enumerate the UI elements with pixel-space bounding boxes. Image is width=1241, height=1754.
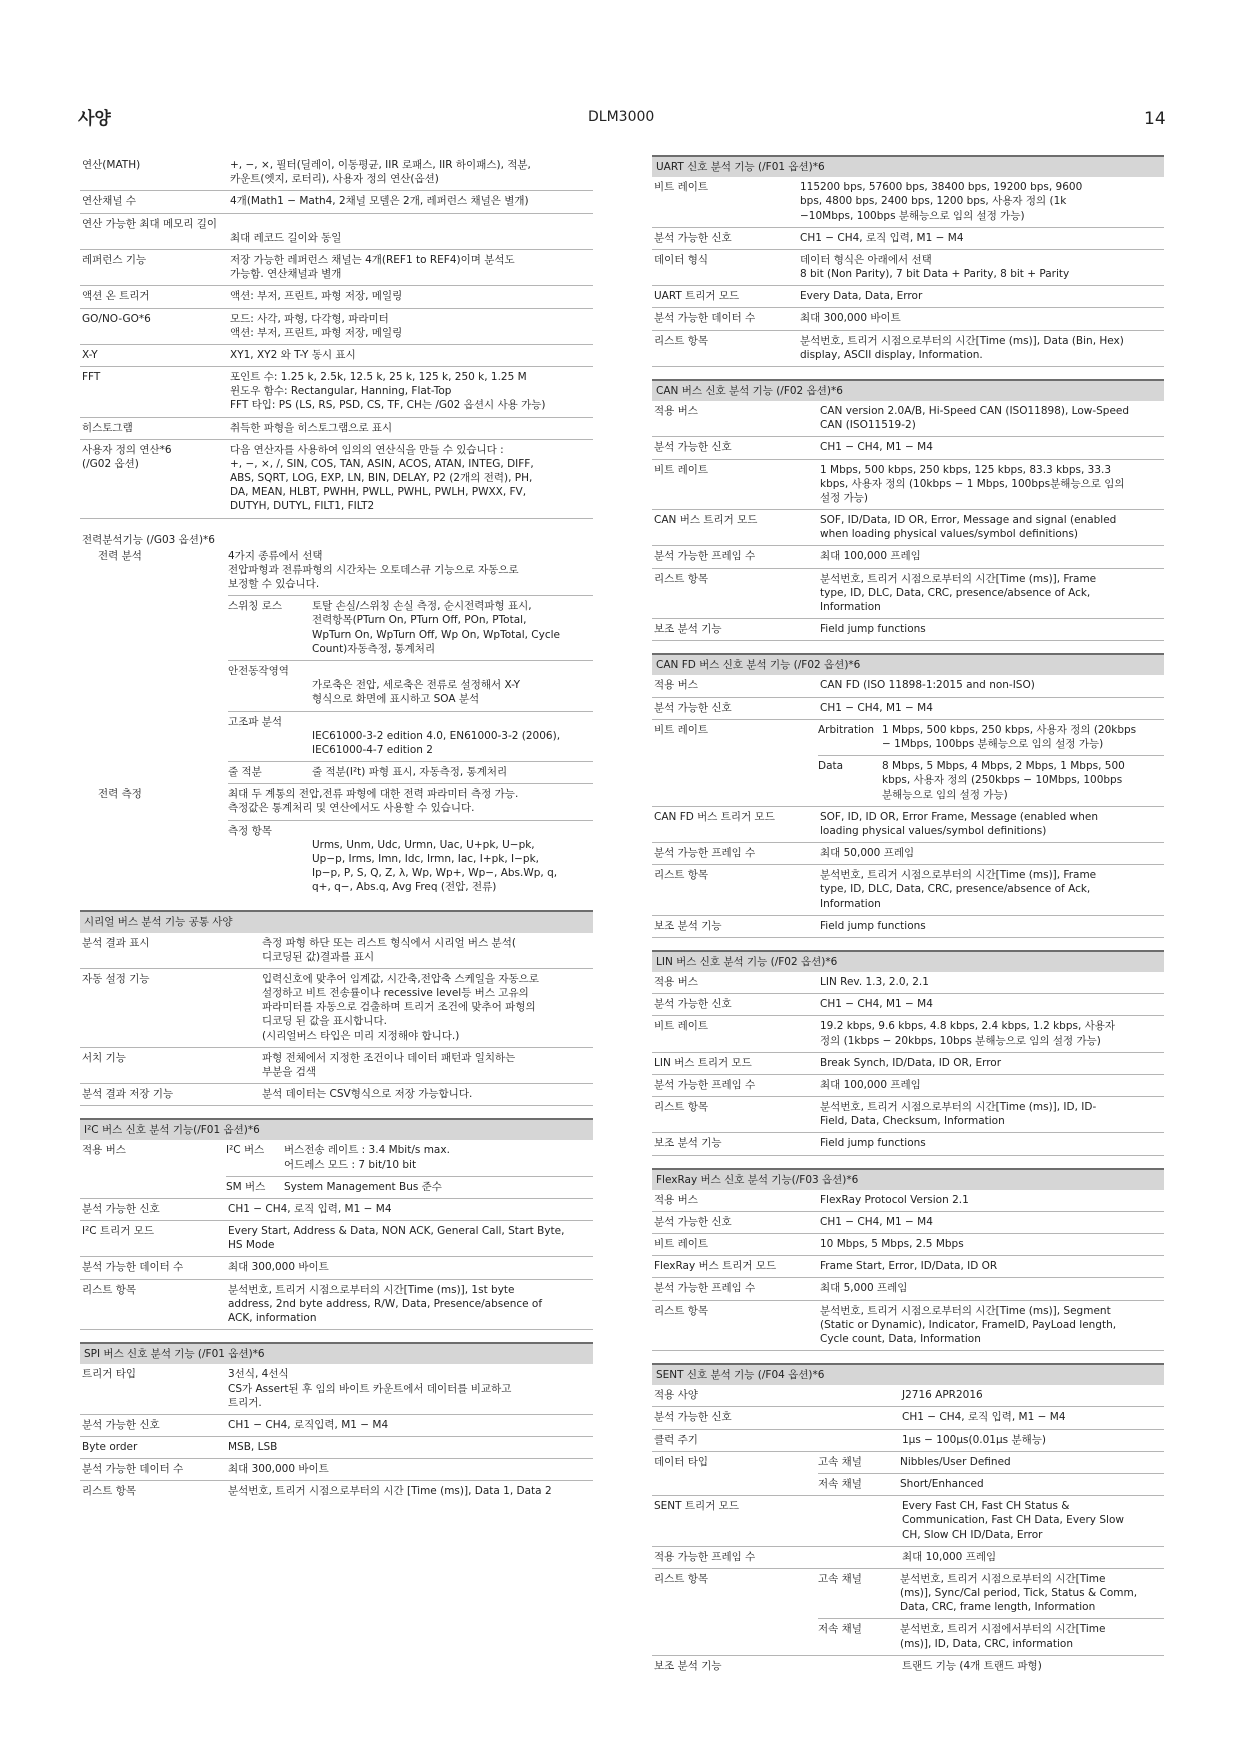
spec-row [652, 675, 1164, 697]
spec-value: 다음 연산자를 사용하여 임의의 연산식을 만들 수 있습니다 : +, −, ×, /, SIN, COS, TAN, ASIN, ACOS, ATAN, INTEG, DIFF, ABS, SQRT, LOG, EXP, LN, BIN, DELAY, P2 (2개의 전력), PH, DA, MEAN, HLBT, PWHH, PWLL, PWHL, PWLH, PWXX, FV, DUTYH, DUTYL, FILT1, FILT2 [230, 443, 534, 513]
spec-row [652, 308, 1164, 330]
spec-label: 연산 가능한 최대 메모리 길이 [82, 217, 218, 230]
spec-row [652, 698, 1164, 720]
spec-label: 연산(MATH) [82, 159, 141, 171]
spec-subrow [818, 1474, 1164, 1495]
spec-value: 분석번호, 트리거 시점으로부터의 시간[Time (ms)], Frame type, ID, DLC, Data, CRC, presence/absence of Ack, Information [820, 869, 1097, 910]
power-section-title: 전력분석기능 (/G03 옵션)*6 [82, 533, 215, 546]
spec-label: FlexRay 버스 트리거 모드 [654, 1260, 777, 1273]
spec-value: 최대 300,000 바이트 [800, 312, 901, 325]
spec-subgroup [818, 1569, 1164, 1655]
spec-label: 분석 가능한 프레임 수 [654, 1282, 756, 1295]
spec-subrow [818, 1619, 1164, 1654]
spec-value: MSB, LSB [228, 1441, 278, 1454]
spec-value: +, −, ×, 필터(딜레이, 이동평균, IIR 로패스, IIR 하이패스), 적분, 카운트(엣지, 로터리), 사용자 정의 연산(옵션) [230, 159, 531, 186]
spec-value: FlexRay Protocol Version 2.1 [820, 1193, 969, 1206]
section-heading: 시리얼 버스 분석 기능 공통 사양 [80, 910, 593, 932]
spec-subrow [818, 756, 1164, 806]
spec-value: 트랜드 기능 (4개 트랜드 파형) [902, 1659, 1042, 1672]
spec-subvalue: 1 Mbps, 500 kbps, 250 kbps, 사용자 정의 (20kbps − 1Mbps, 100bps 분해능으로 임의 설정 가능) [882, 723, 1137, 750]
spec-label: 비트 레이트 [654, 181, 709, 194]
spec-subvalue: 가로축은 전압, 세로축은 전류로 설정해서 X-Y 형식으로 화면에 표시하고 SOA 분석 [312, 679, 521, 706]
spec-row [80, 969, 593, 1048]
spec-value: Every Fast CH, Fast CH Status & Communication, Fast CH Data, Every Slow CH, Slow CH ID/Data, Error [902, 1500, 1124, 1541]
spec-sublabel: 스위칭 로스 [228, 600, 283, 613]
spec-row [652, 1430, 1164, 1452]
spec-row [80, 191, 593, 213]
spec-label: 트리거 타입 [82, 1368, 137, 1381]
spec-value: 최대 300,000 바이트 [228, 1463, 329, 1476]
spec-value: Field jump functions [820, 623, 926, 636]
spec-value: 최대 50,000 프레임 [820, 847, 915, 860]
spec-label: 히스토그램 [82, 421, 133, 434]
spec-label: 클럭 주기 [654, 1433, 698, 1446]
spec-value: Field jump functions [820, 919, 926, 932]
spec-label: FFT [82, 371, 101, 384]
spec-group [652, 1569, 1164, 1656]
spec-row [80, 155, 593, 191]
page-number: 14 [1144, 109, 1166, 129]
spec-label: 분석 가능한 신호 [654, 998, 732, 1011]
spec-label: 적용 버스 [654, 405, 698, 418]
spec-label: Byte order [82, 1441, 138, 1454]
spec-row [80, 1415, 593, 1437]
spec-label: 분석 결과 저장 기능 [82, 1088, 174, 1101]
spec-label: 보조 분석 기능 [654, 1659, 722, 1672]
spec-subgroup [818, 720, 1164, 806]
spec-value: SOF, ID/Data, ID OR, Error, Message and signal (enabled when loading physical values/symbol definitions) [820, 514, 1117, 541]
spec-label: 보조 분석 기능 [654, 919, 722, 932]
spec-row [652, 994, 1164, 1016]
right-column [652, 155, 1164, 1677]
model-name: DLM3000 [588, 109, 655, 125]
spec-value: 모드: 사각, 파형, 다각형, 파라미터 액션: 부저, 프린트, 파형 저장, 메일링 [230, 312, 403, 339]
spec-row [652, 1407, 1164, 1429]
spec-value: Every Start, Address & Data, NON ACK, General Call, Start Byte, HS Mode [228, 1225, 565, 1252]
spec-subrow [818, 720, 1164, 756]
spec-row [80, 286, 593, 308]
spec-row [652, 1053, 1164, 1075]
spec-row [652, 331, 1164, 367]
spec-label: 전력 측정 [98, 788, 142, 801]
spec-row [652, 843, 1164, 865]
spec-subgroup [818, 1452, 1164, 1495]
spec-label: 분석 가능한 프레임 수 [654, 847, 756, 860]
spec-value: 분석번호, 트리거 시점으로부터의 시간[Time (ms)], Segment (Static or Dynamic), Indicator, FrameID, PayLoad length, Cycle count, Data, Information [820, 1304, 1117, 1345]
spec-row [652, 916, 1164, 938]
spec-row [652, 1496, 1164, 1547]
spec-label: 비트 레이트 [654, 463, 709, 476]
spec-subrow [818, 1452, 1164, 1474]
spec-label: 적용 버스 [654, 1193, 698, 1206]
spec-subvalue: 줄 적분(I²t) 파형 표시, 자동측정, 통계처리 [312, 766, 508, 779]
spec-label: 적용 버스 [82, 1144, 126, 1157]
spec-row [652, 177, 1164, 228]
spec-value: CH1 − CH4, 로직 입력, M1 − M4 [800, 231, 964, 244]
spec-row [80, 418, 593, 440]
spec-value: 분석번호, 트리거 시점으로부터의 시간[Time (ms)], Data (Bin, Hex) display, ASCII display, Information. [800, 334, 1124, 361]
spec-label: 액션 온 트리거 [82, 290, 150, 303]
spec-subvalue: 토탈 손실/스위칭 손실 측정, 순시전력파형 표시, 전력항목(PTurn On, PTurn Off, POn, PTotal, WpTurn On, WpTurn Off, Wp On, WpTotal, Cycle Count)자동측정, 통계처리 [312, 600, 560, 655]
spec-row [652, 1278, 1164, 1300]
spec-row [652, 1133, 1164, 1155]
section-heading: CAN 버스 신호 분석 기능 (/F02 옵션)*6 [652, 379, 1164, 401]
spec-subrow [228, 821, 593, 899]
section-heading: FlexRay 버스 신호 분석 기능(/F03 옵션)*6 [652, 1168, 1164, 1190]
spec-label: 분석 가능한 데이터 수 [82, 1463, 184, 1476]
spec-row [652, 1075, 1164, 1097]
spec-group [652, 720, 1164, 807]
spec-label: 비트 레이트 [654, 1020, 709, 1033]
spec-label: 사용자 정의 연산*6 (/G02 옵션) [82, 443, 172, 470]
spec-value: 4가지 종류에서 선택 전압파형과 전류파형의 시간차는 오토데스큐 기능으로 자동으로 보정할 수 있습니다. [228, 549, 593, 597]
spec-row [652, 286, 1164, 308]
spec-value: 10 Mbps, 5 Mbps, 2.5 Mbps [820, 1238, 964, 1251]
spec-label: 분석 가능한 신호 [82, 1202, 160, 1215]
spec-row [80, 1257, 593, 1279]
spec-sublabel: 측정 항목 [228, 824, 272, 837]
spec-label: 비트 레이트 [654, 723, 709, 736]
spec-label: 리스트 항목 [82, 1283, 137, 1296]
spec-subvalue: Urms, Unm, Udc, Urmn, Uac, U+pk, U−pk, Up−p, Irms, Imn, Idc, Irmn, Iac, I+pk, I−pk, Ip−p, P, S, Q, Z, λ, Wp, Wp+, Wp−, Abs.Wp, q, q+, q−, Abs.q, Avg Freq (전압, 전류) [312, 838, 558, 894]
spec-row [652, 807, 1164, 843]
spec-row [80, 1364, 593, 1415]
spec-label: 데이터 형식 [654, 253, 709, 266]
spec-value: 최대 10,000 프레임 [902, 1550, 997, 1563]
spec-subrow [228, 596, 593, 661]
spec-group [80, 1140, 593, 1199]
spec-row [652, 1212, 1164, 1234]
spec-row [652, 569, 1164, 620]
spec-label: I²C 트리거 모드 [82, 1225, 155, 1238]
spec-value: 분석 데이터는 CSV형식으로 저장 가능합니다. [262, 1088, 473, 1101]
power-measure-block [80, 784, 593, 898]
spec-label: 리스트 항목 [654, 1304, 709, 1317]
spec-row [652, 228, 1164, 250]
spec-label: 레퍼런스 기능 [82, 254, 147, 267]
section-heading: SENT 신호 분석 기능 (/F04 옵션)*6 [652, 1363, 1164, 1385]
spec-label: LIN 버스 트리거 모드 [654, 1056, 752, 1069]
spec-label: 비트 레이트 [654, 1238, 709, 1251]
spec-subrow [228, 661, 593, 712]
spec-label: 분석 가능한 프레임 수 [654, 550, 756, 563]
spec-label: GO/NO-GO*6 [82, 312, 151, 325]
spec-row [652, 972, 1164, 994]
spec-label: 분석 가능한 신호 [654, 441, 732, 454]
spec-value: Break Synch, ID/Data, ID OR, Error [820, 1056, 1002, 1069]
spec-subvalue: 분석번호, 트리거 시점에서부터의 시간[Time (ms)], ID, Data, CRC, information [900, 1623, 1106, 1650]
spec-label: 적용 버스 [654, 976, 698, 989]
spec-label: 리스트 항목 [654, 1101, 709, 1114]
spec-label: 적용 버스 [654, 679, 698, 692]
power-analysis-block [80, 549, 593, 784]
spec-subvalue: Short/Enhanced [900, 1478, 984, 1490]
spec-label: 서치 기능 [82, 1051, 126, 1064]
spec-label: 리스트 항목 [654, 869, 709, 882]
spec-row [80, 1199, 593, 1221]
spec-subrow [228, 712, 593, 763]
spec-value: 포인트 수: 1.25 k, 2.5k, 12.5 k, 25 k, 125 k, 250 k, 1.25 M 윈도우 함수: Rectangular, Hanning, Flat-Top FFT 타입: PS (LS, RS, PSD, CS, TF, CH는 /G02 옵션시 사용 가능) [230, 371, 546, 412]
section-heading: CAN FD 버스 신호 분석 기능 (/F02 옵션)*6 [652, 653, 1164, 675]
spec-label: 데이터 타입 [654, 1455, 709, 1468]
spec-value: Frame Start, Error, ID/Data, ID OR [820, 1260, 998, 1273]
spec-label: 리스트 항목 [654, 334, 709, 347]
spec-value: 최대 100,000 프레임 [820, 1078, 921, 1091]
spec-value: CH1 − CH4, M1 − M4 [820, 701, 933, 714]
spec-row [80, 1280, 593, 1331]
spec-subrow [818, 1569, 1164, 1620]
spec-value: 액션: 부저, 프린트, 파형 저장, 메일링 [230, 290, 403, 303]
spec-value: CH1 − CH4, M1 − M4 [820, 1215, 933, 1228]
spec-label: 리스트 항목 [654, 1572, 709, 1585]
spec-row [652, 1385, 1164, 1407]
spec-label: 분석 가능한 신호 [654, 701, 732, 714]
spec-value: 취득한 파형을 히스토그램으로 표시 [230, 421, 393, 434]
spec-row [80, 345, 593, 367]
spec-value: 최대 5,000 프레임 [820, 1282, 908, 1295]
spec-row [80, 933, 593, 969]
spec-value: 데이터 형식은 아래에서 선택 8 bit (Non Parity), 7 bit Data + Parity, 8 bit + Parity [800, 253, 1070, 281]
spec-row [652, 1256, 1164, 1278]
spec-label: 리스트 항목 [654, 572, 709, 585]
spec-row [652, 1016, 1164, 1052]
spec-row [652, 546, 1164, 568]
spec-sublabel: 고속 채널 [818, 1572, 862, 1585]
spec-subvalue: 버스전송 레이트 : 3.4 Mbit/s max. 어드레스 모드 : 7 bit/10 bit [284, 1144, 450, 1171]
spec-label: 보조 분석 기능 [654, 1137, 722, 1150]
spec-value: 최대 100,000 프레임 [820, 550, 921, 563]
spec-subrow [226, 1177, 593, 1198]
spec-row [652, 437, 1164, 459]
spec-value: LIN Rev. 1.3, 2.0, 2.1 [820, 976, 929, 989]
spec-label: 연산채널 수 [82, 195, 137, 208]
spec-row [652, 401, 1164, 437]
spec-value: Field jump functions [820, 1137, 926, 1150]
spec-value: 파형 전체에서 지정한 조건이나 데이터 패턴과 일치하는 부분을 검색 [262, 1051, 516, 1078]
spec-row [80, 1084, 593, 1106]
spec-subvalue: 8 Mbps, 5 Mbps, 4 Mbps, 2 Mbps, 1 Mbps, 500 kbps, 사용자 정의 (250kbps − 10Mbps, 100bps 분해능으로 임의 설정 가능) [882, 760, 1125, 801]
spec-value: 분석번호, 트리거 시점으로부터의 시간[Time (ms)], Frame type, ID, DLC, Data, CRC, presence/absence of Ack, Information [820, 572, 1097, 613]
spec-label: 분석 가능한 신호 [654, 231, 732, 244]
spec-row [80, 1221, 593, 1257]
spec-value: CH1 − CH4, 로직입력, M1 − M4 [228, 1418, 389, 1431]
spec-label: 분석 가능한 데이터 수 [654, 312, 756, 325]
spec-value: 입력신호에 맞추어 임계값, 시간축,전압축 스케일을 자동으로 설정하고 비트 전송률이나 recessive level등 버스 고유의 파라미터를 자동으로 검출하며 트리거 조건에 맞추어 파형의 디코딩 된 값을 표시합니다. (시리얼버스 타입은 미리 지정해야 합니다.) [262, 972, 539, 1042]
spec-value: CH1 − CH4, M1 − M4 [820, 441, 933, 454]
spec-value: 최대 두 계통의 전압,전류 파형에 대한 전력 파라미터 측정 가능. 측정값은 통계처리 및 연산에서도 사용할 수 있습니다. [228, 784, 593, 820]
spec-subgroup [226, 1140, 593, 1198]
spec-sublabel: 저속 채널 [818, 1478, 862, 1490]
spec-subvalue: Nibbles/User Defined [900, 1455, 1011, 1468]
spec-row [80, 1459, 593, 1481]
spec-row [80, 1048, 593, 1084]
spec-sublabel: 고조파 분석 [228, 715, 283, 728]
spec-row [80, 1437, 593, 1459]
spec-value: 4개(Math1 − Math4, 2채널 모델은 2개, 레퍼런스 채널은 별개) [230, 195, 529, 208]
spec-row [80, 440, 593, 519]
spec-row [652, 1097, 1164, 1133]
spec-value: 분석번호, 트리거 시점으로부터의 시간[Time (ms)], ID, ID- Field, Data, Checksum, Information [820, 1101, 1097, 1128]
spec-sublabel: 고속 채널 [818, 1455, 862, 1468]
spec-value: 분석번호, 트리거 시점으로부터의 시간[Time (ms)], 1st byte address, 2nd byte address, R/W, Data, Presence/absence of ACK, information [228, 1283, 543, 1324]
spec-value: 1μs − 100μs(0.01μs 분해능) [902, 1433, 1046, 1446]
spec-value: 측정 파형 하단 또는 리스트 형식에서 시리얼 버스 분석( 디코딩된 값)결과를 표시 [262, 936, 516, 963]
spec-label: 분석 가능한 데이터 수 [82, 1261, 184, 1274]
left-column [80, 155, 593, 1503]
spec-sublabel: SM 버스 [226, 1180, 266, 1193]
spec-label: 적용 사양 [654, 1389, 698, 1402]
spec-label: 분석 가능한 신호 [654, 1215, 732, 1228]
spec-label: 분석 가능한 프레임 수 [654, 1078, 756, 1091]
spec-value: 1 Mbps, 500 kbps, 250 kbps, 125 kbps, 83.3 kbps, 33.3 kbps, 사용자 정의 (10kbps − 1 Mbps, 100bps분해능으로 임의 설정 가능) [820, 463, 1125, 504]
spec-subvalue: System Management Bus 준수 [284, 1180, 442, 1193]
spec-label: 리스트 항목 [82, 1485, 137, 1498]
spec-value: 최대 레코드 길이와 동일 [230, 231, 342, 244]
spec-value: Every Data, Data, Error [800, 290, 923, 303]
spec-row [652, 1234, 1164, 1256]
spec-value: 저장 가능한 레퍼런스 채널는 4개(REF1 to REF4)이며 분석도 가능함. 연산채널과 별개 [230, 254, 515, 281]
spec-value: 19.2 kbps, 9.6 kbps, 4.8 kbps, 2.4 kbps, 1.2 kbps, 사용자 정의 (1kbps − 20kbps, 10bps 분해능으로 임의 설정 가능) [820, 1020, 1116, 1047]
spec-value: SOF, ID, ID OR, Error Frame, Message (enabled when loading physical values/symbol definitions) [820, 810, 1098, 837]
spec-subrow [228, 762, 593, 784]
spec-value: J2716 APR2016 [902, 1389, 983, 1402]
power-analysis-body [228, 549, 593, 784]
spec-label: 자동 설정 기능 [82, 972, 150, 985]
spec-label: SENT 트리거 모드 [654, 1500, 739, 1513]
spec-subrow [226, 1140, 593, 1176]
spec-value: CAN version 2.0A/B, Hi-Speed CAN (ISO11898), Low-Speed CAN (ISO11519-2) [820, 405, 1130, 432]
spec-sublabel: Data [818, 760, 844, 773]
spec-label: 분석 결과 표시 [82, 936, 150, 949]
section-heading: I²C 버스 신호 분석 기능(/F01 옵션)*6 [80, 1118, 593, 1140]
spec-value: XY1, XY2 와 T-Y 동시 표시 [230, 348, 356, 361]
spec-row [652, 1547, 1164, 1569]
spec-label: 적용 가능한 프레임 수 [654, 1550, 756, 1563]
spec-label: CAN FD 버스 트리거 모드 [654, 810, 775, 823]
spec-sublabel: 안전동작영역 [228, 664, 289, 677]
spec-value: 최대 300,000 바이트 [228, 1261, 329, 1274]
spec-label: 전력 분석 [98, 549, 142, 562]
spec-value: 115200 bps, 57600 bps, 38400 bps, 19200 bps, 9600 bps, 4800 bps, 2400 bps, 1200 bps, 사용자 정의 (1k −10Mbps, 100bps 분해능으로 임의 설정 가능) [800, 181, 1083, 222]
spec-row [652, 460, 1164, 511]
spec-value: CH1 − CH4, M1 − M4 [820, 998, 933, 1011]
spec-row [652, 250, 1164, 286]
spec-value: CAN FD (ISO 11898-1:2015 and non-ISO) [820, 679, 1035, 692]
spec-label: CAN 버스 트리거 모드 [654, 514, 758, 527]
spec-row [80, 367, 593, 418]
spec-label: UART 트리거 모드 [654, 290, 740, 303]
spec-row [80, 214, 593, 251]
spec-value: 분석번호, 트리거 시점으로부터의 시간 [Time (ms)], Data 1, Data 2 [228, 1485, 552, 1498]
spec-sublabel: 줄 적분 [228, 766, 262, 779]
spec-value: 3선식, 4선식 CS가 Assert된 후 임의 바이트 카운트에서 데이터를 비교하고 트리거. [228, 1368, 512, 1409]
spec-sublabel: 저속 채널 [818, 1623, 862, 1636]
spec-row [652, 1190, 1164, 1212]
spec-sublabel: I²C 버스 [226, 1144, 265, 1157]
spec-sublabel: Arbitration [818, 723, 875, 736]
spec-group [652, 1452, 1164, 1496]
spec-value: CH1 − CH4, 로직 입력, M1 − M4 [902, 1411, 1066, 1424]
power-measure-body [228, 784, 593, 898]
spec-subvalue: IEC61000-3-2 edition 4.0, EN61000-3-2 (2006), IEC61000-4-7 edition 2 [312, 729, 561, 756]
spec-row [652, 1656, 1164, 1677]
spec-row [652, 865, 1164, 916]
section-heading: SPI 버스 신호 분석 기능 (/F01 옵션)*6 [80, 1342, 593, 1364]
spec-row [80, 309, 593, 345]
spec-subvalue: 분석번호, 트리거 시점으로부터의 시간[Time (ms)], Sync/Cal period, Tick, Status & Comm, Data, CRC, frame length, Information [900, 1572, 1138, 1614]
spec-label: 분석 가능한 신호 [82, 1418, 160, 1431]
section-heading: LIN 버스 신호 분석 기능 (/F02 옵션)*6 [652, 950, 1164, 972]
spec-label: 보조 분석 기능 [654, 623, 722, 636]
section-heading: UART 신호 분석 기능 (/F01 옵션)*6 [652, 155, 1164, 177]
spec-label: 분석 가능한 신호 [654, 1411, 732, 1424]
spec-row [80, 250, 593, 286]
spec-row [80, 1481, 593, 1502]
spec-label: X-Y [82, 348, 98, 361]
spec-value: CH1 − CH4, 로직 입력, M1 − M4 [228, 1202, 392, 1215]
spec-row [652, 510, 1164, 546]
page-heading: 사양 [78, 109, 111, 129]
spec-row [652, 619, 1164, 641]
spec-row [652, 1301, 1164, 1352]
